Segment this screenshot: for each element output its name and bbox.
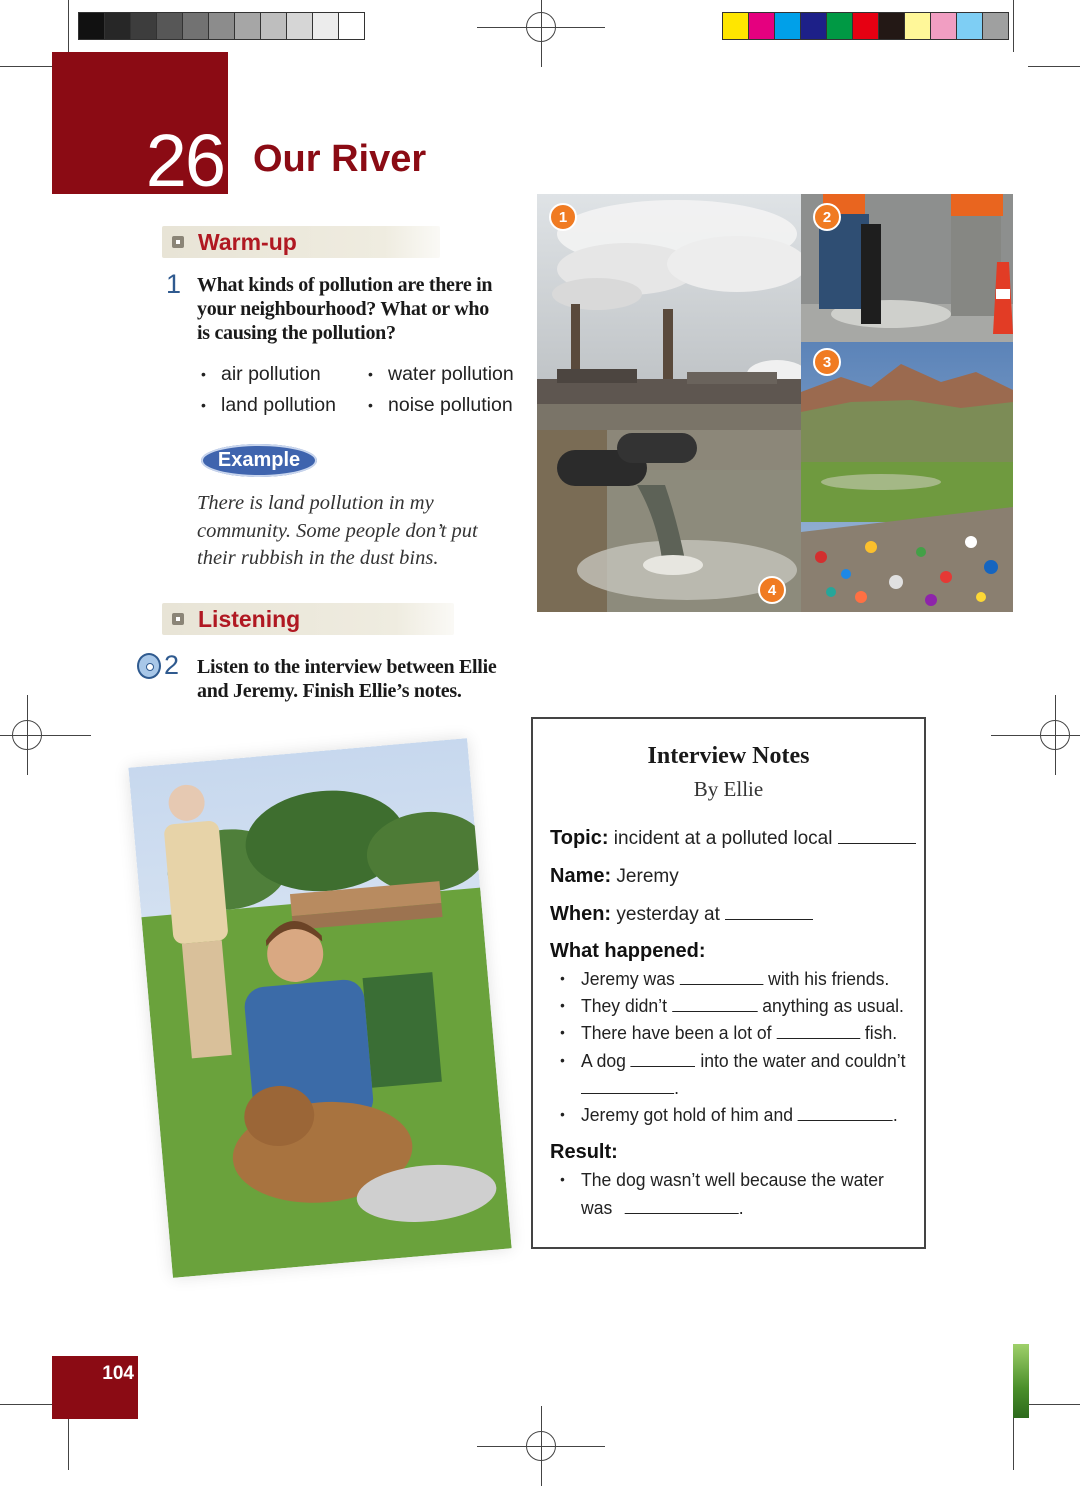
- blank-3[interactable]: [776, 1022, 860, 1039]
- calibration-swatch: [853, 13, 879, 39]
- notes-item: • They didn’t anything as usual.: [581, 995, 904, 1017]
- grey-calibration-bar: [78, 12, 365, 40]
- notes-result-item: • The dog wasn’t well because the water: [581, 1169, 884, 1191]
- notes-topic: [550, 827, 916, 850]
- what-label: What happened:: [550, 940, 706, 962]
- page-number-box: [52, 1356, 138, 1419]
- calibration-swatch: [905, 13, 931, 39]
- warmup-heading-label: Warm-up: [198, 228, 297, 255]
- listening-heading: [162, 603, 454, 635]
- calibration-swatch: [827, 13, 853, 39]
- crop-line: [68, 0, 69, 52]
- notes-result: [550, 1141, 618, 1164]
- blank-6[interactable]: [798, 1104, 893, 1121]
- notes-name: [550, 865, 679, 888]
- calibration-swatch: [957, 13, 983, 39]
- photo-badge-1: 1: [549, 203, 577, 231]
- question-line: Listen to the interview between Ellie: [197, 656, 497, 678]
- question-line: and Jeremy. Finish Ellie’s notes.: [197, 680, 462, 702]
- chapter-number-box: [52, 52, 228, 202]
- photo-polluted-river-pipes: [537, 430, 801, 612]
- photo-boy-with-dog: [128, 738, 511, 1278]
- photo-workers-road: [801, 194, 1013, 342]
- registration-mark: [526, 1431, 556, 1461]
- calibration-swatch: [209, 13, 235, 39]
- factory-illustration: [537, 194, 801, 430]
- name-value: Jeremy: [616, 866, 679, 887]
- topic-label: Topic:: [550, 827, 609, 849]
- topic-value: incident at a polluted local: [613, 828, 833, 849]
- notes-title: Interview Notes: [647, 743, 810, 769]
- crop-line: [1028, 66, 1080, 67]
- question-line: What kinds of pollution are there in: [197, 274, 493, 296]
- notes-item: • There have been a lot of fish.: [581, 1022, 897, 1044]
- notes-when: [550, 903, 813, 926]
- calibration-swatch: [723, 13, 749, 39]
- example-line: their rubbish in the dust bins.: [197, 547, 439, 569]
- photo-badge-4: 4: [758, 576, 786, 604]
- calibration-swatch: [749, 13, 775, 39]
- calibration-swatch: [879, 13, 905, 39]
- example-text: [197, 490, 527, 573]
- decorative-grass: [1013, 1344, 1029, 1418]
- notes-item: • Jeremy was with his friends.: [581, 968, 889, 990]
- when-blank[interactable]: [725, 903, 813, 920]
- question-number: 1: [166, 269, 182, 299]
- registration-mark: [1040, 720, 1070, 750]
- calibration-swatch: [775, 13, 801, 39]
- registration-mark: [526, 12, 556, 42]
- interview-notes-box: [531, 717, 926, 1249]
- blank-1[interactable]: [680, 968, 764, 985]
- notes-item-continued: .: [581, 1077, 679, 1099]
- calibration-swatch: [931, 13, 957, 39]
- calibration-swatch: [983, 13, 1008, 39]
- calibration-swatch: [183, 13, 209, 39]
- option-water-pollution: • water pollution: [388, 363, 514, 386]
- notes-item: • A dog into the water and couldn’t: [581, 1050, 906, 1072]
- section-marker-icon: [172, 613, 184, 625]
- example-line: community. Some people don’t put: [197, 519, 478, 542]
- notes-result-item-continued: was .: [581, 1197, 744, 1218]
- question-line: is causing the pollution?: [197, 322, 396, 344]
- crop-line: [68, 1418, 69, 1470]
- warmup-question: [197, 273, 527, 345]
- option-land-pollution: • land pollution: [221, 394, 336, 417]
- calibration-swatch: [157, 13, 183, 39]
- when-label: When:: [550, 903, 612, 925]
- crop-line: [1013, 1418, 1014, 1470]
- section-marker-icon: [172, 236, 184, 248]
- photo-badge-3: 3: [813, 348, 841, 376]
- photo-badge-2: 2: [813, 203, 841, 231]
- calibration-swatch: [801, 13, 827, 39]
- registration-mark: [12, 720, 42, 750]
- blank-7[interactable]: [625, 1197, 739, 1214]
- boy-dog-illustration: [128, 738, 511, 1278]
- calibration-swatch: [235, 13, 261, 39]
- calibration-swatch: [79, 13, 105, 39]
- when-value: yesterday at: [616, 904, 720, 925]
- blank-2[interactable]: [672, 995, 758, 1012]
- notes-byline: By Ellie: [693, 777, 764, 801]
- blank-5[interactable]: [581, 1077, 674, 1094]
- result-label: Result:: [550, 1141, 618, 1163]
- crop-line: [0, 66, 52, 67]
- blank-4[interactable]: [631, 1050, 696, 1067]
- name-label: Name:: [550, 865, 612, 887]
- calibration-swatch: [261, 13, 287, 39]
- calibration-swatch: [313, 13, 339, 39]
- calibration-swatch: [131, 13, 157, 39]
- listening-heading-label: Listening: [198, 605, 301, 632]
- calibration-swatch: [287, 13, 313, 39]
- page-number: 104: [102, 1363, 134, 1384]
- listening-question: [197, 655, 537, 703]
- photo-mountain-rubbish: [801, 342, 1013, 612]
- question-number: 2: [164, 650, 180, 680]
- notes-item: • Jeremy got hold of him and .: [581, 1104, 898, 1126]
- option-air-pollution: • air pollution: [221, 363, 321, 386]
- warmup-heading: [162, 226, 440, 258]
- mountain-rubbish-illustration: [801, 342, 1013, 612]
- topic-blank[interactable]: [838, 827, 916, 844]
- notes-what-happened: [550, 940, 706, 963]
- chapter-number: 26: [145, 119, 224, 202]
- crop-line: [0, 1404, 52, 1405]
- example-line: There is land pollution in my: [197, 492, 434, 514]
- chapter-title: Our River: [253, 138, 427, 180]
- color-calibration-bar: [722, 12, 1009, 40]
- crop-line: [1013, 0, 1014, 52]
- example-label: Example: [201, 444, 317, 477]
- option-noise-pollution: • noise pollution: [388, 394, 513, 417]
- audio-cd-icon[interactable]: [137, 653, 161, 679]
- photo-factory-smokestacks: [537, 194, 801, 430]
- question-line: your neighbourhood? What or who: [197, 298, 489, 320]
- calibration-swatch: [339, 13, 364, 39]
- crop-line: [1028, 1404, 1080, 1405]
- calibration-swatch: [105, 13, 131, 39]
